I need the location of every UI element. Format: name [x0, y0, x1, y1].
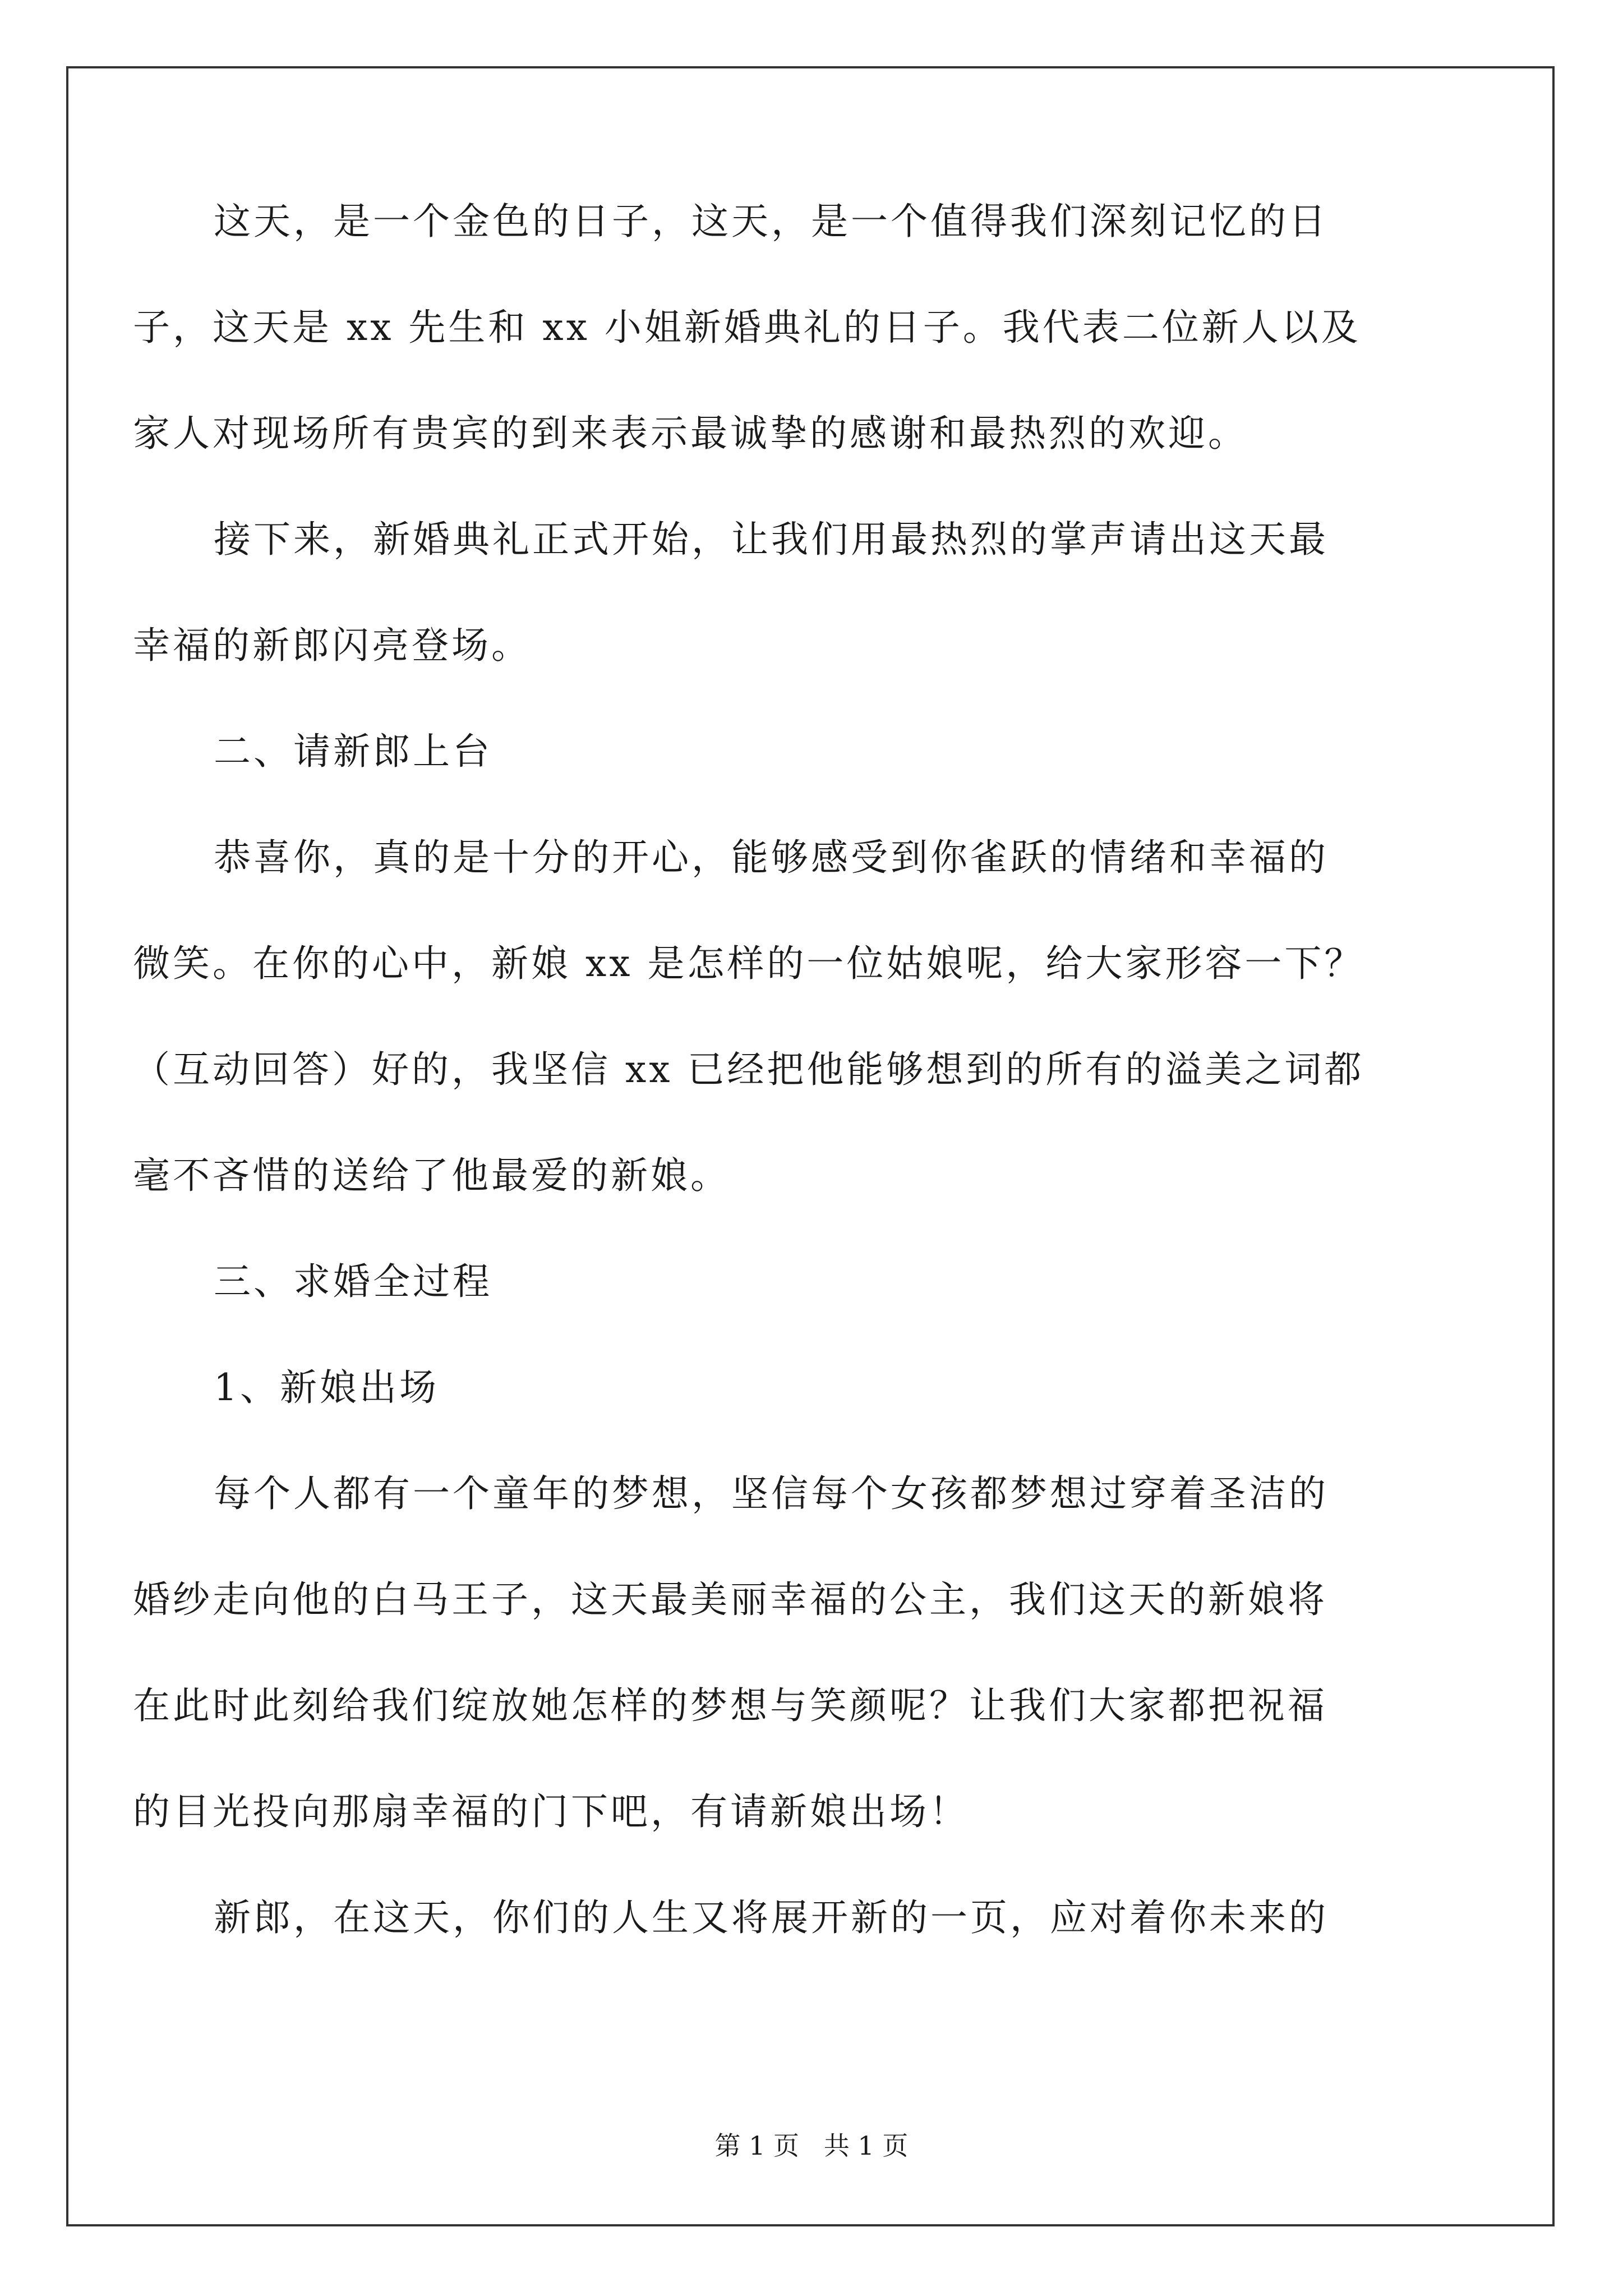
paragraph-line: 接下来，新婚典礼正式开始，让我们用最热烈的掌声请出这天最: [214, 518, 1329, 561]
paragraph-line: 每个人都有一个童年的梦想，坚信每个女孩都梦想过穿着圣洁的: [214, 1472, 1329, 1515]
page-number-footer: 第 1 页 共 1 页: [714, 2131, 909, 2161]
paragraph-line: 幸福的新郎闪亮登场。: [133, 624, 531, 667]
paragraph-line: 毫不吝惜的送给了他最爱的新娘。: [133, 1154, 730, 1197]
paragraph-line: 的目光投向那扇幸福的门下吧，有请新娘出场！: [133, 1790, 969, 1833]
paragraph-line: 新郎，在这天，你们的人生又将展开新的一页，应对着你未来的: [214, 1896, 1329, 1939]
document-body: [133, 168, 1490, 1971]
paragraph-line: （互动回答）好的，我坚信 xx 已经把他能够想到的所有的溢美之词都: [133, 1048, 1364, 1091]
paragraph-line: 婚纱走向他的白马王子，这天最美丽幸福的公主，我们这天的新娘将: [133, 1578, 1327, 1621]
paragraph-line: 在此时此刻给我们绽放她怎样的梦想与笑颜呢？让我们大家都把祝福: [133, 1684, 1327, 1727]
section-heading: 三、求婚全过程: [214, 1260, 492, 1303]
paragraph-line: 恭喜你，真的是十分的开心，能够感受到你雀跃的情绪和幸福的: [214, 836, 1329, 879]
paragraph-line: 微笑。在你的心中，新娘 xx 是怎样的一位姑娘呢，给大家形容一下？: [133, 942, 1364, 985]
paragraph-line: 这天，是一个金色的日子，这天，是一个值得我们深刻记忆的日: [214, 200, 1329, 243]
paragraph-line: 家人对现场所有贵宾的到来表示最诚挚的感谢和最热烈的欢迎。: [133, 412, 1248, 455]
section-heading: 二、请新郎上台: [214, 730, 492, 773]
paragraph-line: 子，这天是 xx 先生和 xx 小姐新婚典礼的日子。我代表二位新人以及: [133, 306, 1361, 349]
subsection-heading: 1、新娘出场: [214, 1366, 439, 1409]
